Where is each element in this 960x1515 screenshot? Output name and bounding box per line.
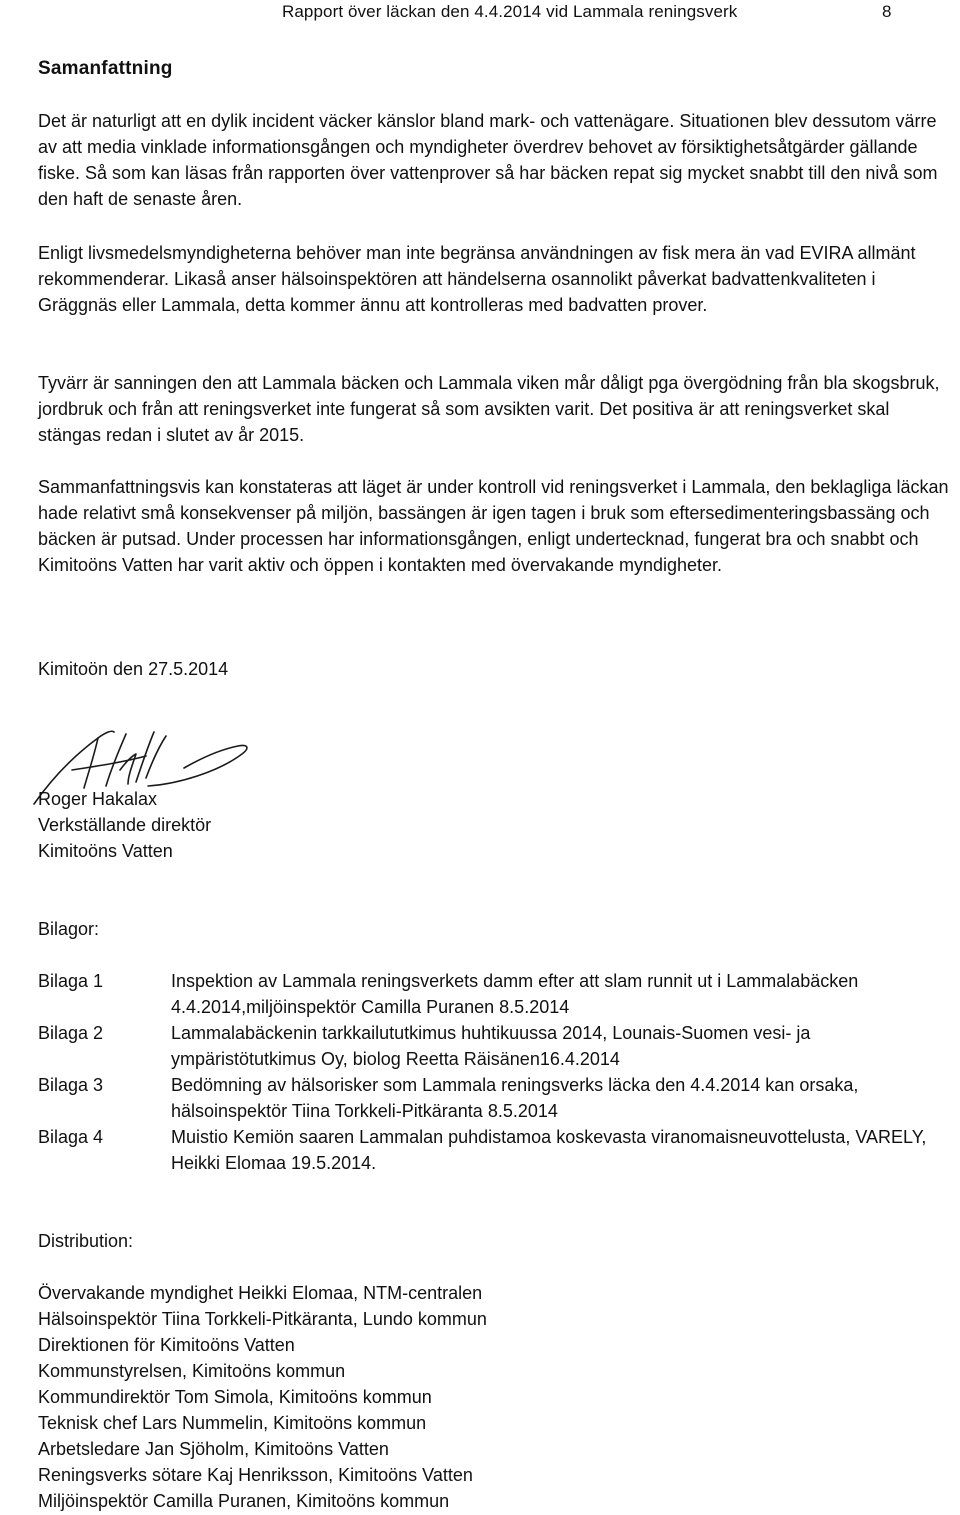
distribution-heading: Distribution: [38,1231,134,1251]
attachment-item [38,1020,954,1072]
attachment-item [38,1072,954,1124]
section-title: Samanfattning [38,58,173,79]
attachment-label: Bilaga 3 [38,1075,104,1095]
attachment-item [38,1124,954,1176]
summary-paragraph-1: Det är naturligt att en dylik incident väcker känslor bland mark- och vattenägare. Situationen blev dessutom värre av att media vinklade informationsgången och myndigheter överdrev behovet av försiktighetsåtgärder gällande fiske. Så som kan läsas från rapporten över vattenprover så har bäcken repat sig mycket snabbt till den nivå som den haft de senaste åren. [38,111,938,209]
signer-title: Verkställande direktör [38,815,212,835]
distribution-item: Reningsverks sötare Kaj Henriksson, Kimitoöns Vatten [38,1465,473,1485]
distribution-list [38,1280,487,1514]
distribution-item: Kommunstyrelsen, Kimitoöns kommun [38,1361,346,1381]
attachments-list [38,968,954,1176]
distribution-item: Teknisk chef Lars Nummelin, Kimitoöns kommun [38,1413,427,1433]
report-title: Rapport över läckan den 4.4.2014 vid Lammala reningsverk [282,2,738,21]
attachment-description: Bedömning av hälsorisker som Lammala reningsverks läcka den 4.4.2014 kan orsaka, hälsoinspektör Tiina Torkkeli-Pitkäranta 8.5.2014 [171,1075,859,1121]
attachment-item [38,968,954,1020]
attachment-label: Bilaga 4 [38,1127,104,1147]
attachment-label: Bilaga 1 [38,971,104,991]
date-line: Kimitoön den 27.5.2014 [38,659,229,679]
distribution-item: Kommundirektör Tom Simola, Kimitoöns kommun [38,1387,432,1407]
summary-paragraph-3: Tyvärr är sanningen den att Lammala bäcken och Lammala viken mår dåligt pga övergödning från bla skogsbruk, jordbruk och från att reningsverket inte fungerat så som avsikten varit. Det positiva är att reningsverket skal stängas redan i slutet av år 2015. [38,373,940,445]
summary-paragraph-4: Sammanfattningsvis kan konstateras att läget är under kontroll vid reningsverket i Lammala, den beklagliga läckan hade relativt små konsekvenser på miljön, bassängen är igen tagen i bruk som eftersedimenteringsbassäng och bäcken är putsad. Under processen har informationsgången, enligt undertecknad, fungerat bra och snabbt och Kimitoöns Vatten har varit aktiv och öppen i kontakten med övervakande myndigheter. [38,477,949,575]
page-header [282,2,892,22]
distribution-item: Övervakande myndighet Heikki Elomaa, NTM-centralen [38,1283,483,1303]
page-number: 8 [882,2,892,21]
summary-paragraph-2: Enligt livsmedelsmyndigheterna behöver man inte begränsa användningen av fisk mera än vad EVIRA allmänt rekommenderar. Likaså anser hälsoinspektören att händelserna osannolikt påverkat badvattenkvaliteten i Gräggnäs eller Lammala, detta kommer ännu att kontrolleras med badvatten prover. [38,243,916,315]
signer-block [38,786,211,864]
distribution-item: Arbetsledare Jan Sjöholm, Kimitoöns Vatten [38,1439,389,1459]
distribution-item: Direktionen för Kimitoöns Vatten [38,1335,295,1355]
attachment-description: Muistio Kemiön saaren Lammalan puhdistamoa koskevasta viranomaisneuvottelusta, VARELY, Heikki Elomaa 19.5.2014. [171,1127,927,1173]
attachment-description: Inspektion av Lammala reningsverkets damm efter att slam runnit ut i Lammalabäcken 4.4.2014,miljöinspektör Camilla Puranen 8.5.2014 [171,971,859,1017]
signer-organization: Kimitoöns Vatten [38,841,173,861]
signer-name: Roger Hakalax [38,789,158,809]
distribution-item: Hälsoinspektör Tiina Torkkeli-Pitkäranta, Lundo kommun [38,1309,487,1329]
attachment-label: Bilaga 2 [38,1023,104,1043]
attachments-heading: Bilagor: [38,919,100,939]
distribution-item: Miljöinspektör Camilla Puranen, Kimitoöns kommun [38,1491,450,1511]
attachment-description: Lammalabäckenin tarkkailututkimus huhtikuussa 2014, Lounais-Suomen vesi- ja ympäristötutkimus Oy, biolog Reetta Räisänen16.4.2014 [171,1023,811,1069]
